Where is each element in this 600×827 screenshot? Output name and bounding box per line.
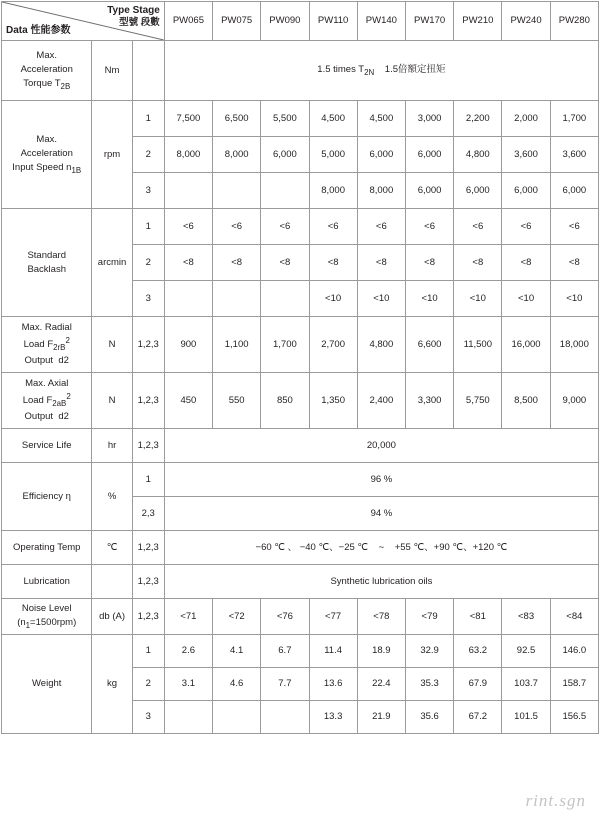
model-header-pw075: PW075 — [213, 2, 261, 41]
row-value-merged-max-acceleration-torque: 1.5 times $T_{2N}$ 1.5倍額定扭矩 — [164, 41, 598, 101]
cell-max-axial-load-PW090: 850 — [261, 373, 309, 429]
cell-standard-backlash-PW110: <10 — [309, 281, 357, 317]
table-body — [2, 41, 599, 734]
row-label-max-axial-load: Max. Axial Load $F_{2aB}^2$ Output d2 — [2, 373, 92, 429]
row-value-merged-service-life: 20,000 — [164, 429, 598, 463]
row-unit-max-acceleration-input-speed: rpm — [92, 101, 132, 209]
cell-max-acceleration-input-speed-PW110: 5,000 — [309, 137, 357, 173]
cell-standard-backlash-PW140: <6 — [357, 209, 405, 245]
cell-max-acceleration-input-speed-PW075: 6,500 — [213, 101, 261, 137]
row-unit-lubrication — [92, 565, 132, 599]
cell-max-acceleration-input-speed-PW280: 1,700 — [550, 101, 598, 137]
row-label-max-acceleration-torque: Max. Acceleration Torque $T_{2B}$ — [2, 41, 92, 101]
cell-standard-backlash-PW075: <6 — [213, 209, 261, 245]
cell-max-acceleration-input-speed-PW075 — [213, 173, 261, 209]
model-header-pw140: PW140 — [357, 2, 405, 41]
cell-standard-backlash-PW240: <8 — [502, 245, 550, 281]
row-stage-operating-temp: 1,2,3 — [132, 531, 164, 565]
cell-noise-level-PW240: <83 — [502, 599, 550, 635]
table-row — [2, 429, 599, 463]
row-unit-max-radial-load: N — [92, 317, 132, 373]
cell-weight-PW170: 32.9 — [405, 635, 453, 668]
row-label-noise-level: Noise Level $(n_1=1500rpm)$ — [2, 599, 92, 635]
row-value-merged-operating-temp: −60 ℃ 、 −40 ℃、−25 ℃ ~ +55 ℃、+90 ℃、+120 ℃ — [164, 531, 598, 565]
model-header-pw210: PW210 — [454, 2, 502, 41]
cell-max-acceleration-input-speed-PW210: 4,800 — [454, 137, 502, 173]
cell-standard-backlash-PW065: <8 — [164, 245, 212, 281]
row-label-lubrication: Lubrication — [2, 565, 92, 599]
row-unit-max-acceleration-torque: Nm — [92, 41, 132, 101]
cell-standard-backlash-PW240: <10 — [502, 281, 550, 317]
cell-weight-PW240: 103.7 — [502, 668, 550, 701]
cell-weight-PW240: 101.5 — [502, 701, 550, 734]
cell-max-acceleration-input-speed-PW240: 6,000 — [502, 173, 550, 209]
cell-weight-PW170: 35.6 — [405, 701, 453, 734]
table-row — [2, 635, 599, 668]
cell-standard-backlash-PW280: <8 — [550, 245, 598, 281]
header-corner-cell — [2, 2, 165, 41]
cell-standard-backlash-PW090 — [261, 281, 309, 317]
cell-noise-level-PW280: <84 — [550, 599, 598, 635]
model-header-pw065: PW065 — [164, 2, 212, 41]
cell-max-axial-load-PW075: 550 — [213, 373, 261, 429]
cell-max-acceleration-input-speed-PW075: 8,000 — [213, 137, 261, 173]
cell-weight-PW210: 63.2 — [454, 635, 502, 668]
cell-noise-level-PW110: <77 — [309, 599, 357, 635]
cell-max-radial-load-PW140: 4,800 — [357, 317, 405, 373]
model-header-pw110: PW110 — [309, 2, 357, 41]
cell-max-radial-load-PW075: 1,100 — [213, 317, 261, 373]
cell-standard-backlash-PW140: <10 — [357, 281, 405, 317]
cell-standard-backlash-PW090: <6 — [261, 209, 309, 245]
cell-max-radial-load-PW210: 11,500 — [454, 317, 502, 373]
row-unit-weight: kg — [92, 635, 132, 734]
cell-standard-backlash-PW065 — [164, 281, 212, 317]
cell-standard-backlash-PW110: <8 — [309, 245, 357, 281]
row-stage-standard-backlash: 2 — [132, 245, 164, 281]
cell-weight-PW075: 4.1 — [213, 635, 261, 668]
cell-max-acceleration-input-speed-PW140: 4,500 — [357, 101, 405, 137]
cell-max-acceleration-input-speed-PW170: 3,000 — [405, 101, 453, 137]
row-stage-standard-backlash: 1 — [132, 209, 164, 245]
cell-max-acceleration-input-speed-PW240: 2,000 — [502, 101, 550, 137]
watermark: rint.sgn — [525, 791, 586, 810]
cell-max-acceleration-input-speed-PW065: 8,000 — [164, 137, 212, 173]
cell-weight-PW110: 11.4 — [309, 635, 357, 668]
cell-max-acceleration-input-speed-PW170: 6,000 — [405, 173, 453, 209]
cell-weight-PW280: 158.7 — [550, 668, 598, 701]
table-row — [2, 209, 599, 245]
cell-max-axial-load-PW210: 5,750 — [454, 373, 502, 429]
row-stage-noise-level: 1,2,3 — [132, 599, 164, 635]
cell-max-acceleration-input-speed-PW280: 3,600 — [550, 137, 598, 173]
cell-weight-PW065 — [164, 701, 212, 734]
cell-standard-backlash-PW210: <8 — [454, 245, 502, 281]
cell-standard-backlash-PW140: <8 — [357, 245, 405, 281]
cell-standard-backlash-PW280: <10 — [550, 281, 598, 317]
row-unit-service-life: hr — [92, 429, 132, 463]
cell-max-radial-load-PW280: 18,000 — [550, 317, 598, 373]
cell-max-axial-load-PW170: 3,300 — [405, 373, 453, 429]
row-stage-max-acceleration-torque — [132, 41, 164, 101]
table-row — [2, 463, 599, 497]
model-header-pw170: PW170 — [405, 2, 453, 41]
cell-max-radial-load-PW170: 6,600 — [405, 317, 453, 373]
row-label-standard-backlash: Standard Backlash — [2, 209, 92, 317]
cell-noise-level-PW090: <76 — [261, 599, 309, 635]
cell-noise-level-PW140: <78 — [357, 599, 405, 635]
cell-noise-level-PW170: <79 — [405, 599, 453, 635]
cell-standard-backlash-PW075: <8 — [213, 245, 261, 281]
row-value-merged-efficiency: 96 % — [164, 463, 598, 497]
table-row — [2, 373, 599, 429]
cell-standard-backlash-PW075 — [213, 281, 261, 317]
header-type-stage-label: Type Stage — [107, 5, 160, 16]
cell-noise-level-PW210: <81 — [454, 599, 502, 635]
cell-max-axial-load-PW280: 9,000 — [550, 373, 598, 429]
row-label-efficiency: Efficiency η — [2, 463, 92, 531]
header-type-stage-cn-label: 型號 段數 — [119, 17, 160, 28]
cell-max-acceleration-input-speed-PW110: 4,500 — [309, 101, 357, 137]
row-stage-max-axial-load: 1,2,3 — [132, 373, 164, 429]
cell-standard-backlash-PW210: <10 — [454, 281, 502, 317]
table-row — [2, 317, 599, 373]
cell-noise-level-PW065: <71 — [164, 599, 212, 635]
table-row — [2, 101, 599, 137]
row-stage-max-radial-load: 1,2,3 — [132, 317, 164, 373]
row-stage-max-acceleration-input-speed: 1 — [132, 101, 164, 137]
table-row — [2, 599, 599, 635]
cell-max-radial-load-PW090: 1,700 — [261, 317, 309, 373]
cell-weight-PW065: 3.1 — [164, 668, 212, 701]
cell-weight-PW110: 13.6 — [309, 668, 357, 701]
header-data-label: Data 性能参数 — [6, 24, 71, 36]
cell-max-acceleration-input-speed-PW140: 8,000 — [357, 173, 405, 209]
cell-weight-PW170: 35.3 — [405, 668, 453, 701]
row-stage-service-life: 1,2,3 — [132, 429, 164, 463]
row-stage-standard-backlash: 3 — [132, 281, 164, 317]
cell-weight-PW090: 7.7 — [261, 668, 309, 701]
cell-max-radial-load-PW065: 900 — [164, 317, 212, 373]
model-header-pw280: PW280 — [550, 2, 598, 41]
cell-weight-PW140: 18.9 — [357, 635, 405, 668]
row-stage-weight: 3 — [132, 701, 164, 734]
cell-weight-PW280: 146.0 — [550, 635, 598, 668]
cell-weight-PW280: 156.5 — [550, 701, 598, 734]
row-stage-efficiency: 1 — [132, 463, 164, 497]
row-unit-efficiency: % — [92, 463, 132, 531]
row-label-service-life: Service Life — [2, 429, 92, 463]
cell-standard-backlash-PW170: <6 — [405, 209, 453, 245]
cell-noise-level-PW075: <72 — [213, 599, 261, 635]
model-header-pw090: PW090 — [261, 2, 309, 41]
row-stage-max-acceleration-input-speed: 2 — [132, 137, 164, 173]
cell-max-acceleration-input-speed-PW110: 8,000 — [309, 173, 357, 209]
row-label-operating-temp: Operating Temp — [2, 531, 92, 565]
cell-weight-PW075: 4.6 — [213, 668, 261, 701]
cell-weight-PW110: 13.3 — [309, 701, 357, 734]
cell-max-acceleration-input-speed-PW210: 6,000 — [454, 173, 502, 209]
cell-max-acceleration-input-speed-PW090: 6,000 — [261, 137, 309, 173]
row-stage-weight: 1 — [132, 635, 164, 668]
table-row — [2, 41, 599, 101]
row-stage-weight: 2 — [132, 668, 164, 701]
row-value-merged-efficiency: 94 % — [164, 497, 598, 531]
cell-max-radial-load-PW110: 2,700 — [309, 317, 357, 373]
cell-max-acceleration-input-speed-PW090 — [261, 173, 309, 209]
model-header-pw240: PW240 — [502, 2, 550, 41]
cell-standard-backlash-PW280: <6 — [550, 209, 598, 245]
cell-weight-PW075 — [213, 701, 261, 734]
cell-weight-PW210: 67.9 — [454, 668, 502, 701]
cell-weight-PW065: 2.6 — [164, 635, 212, 668]
cell-weight-PW090 — [261, 701, 309, 734]
table-row — [2, 565, 599, 599]
cell-weight-PW090: 6.7 — [261, 635, 309, 668]
table-header-row — [2, 2, 599, 41]
cell-weight-PW240: 92.5 — [502, 635, 550, 668]
row-unit-noise-level: db (A) — [92, 599, 132, 635]
row-unit-standard-backlash: arcmin — [92, 209, 132, 317]
cell-max-acceleration-input-speed-PW090: 5,500 — [261, 101, 309, 137]
row-label-weight: Weight — [2, 635, 92, 734]
cell-max-acceleration-input-speed-PW170: 6,000 — [405, 137, 453, 173]
row-stage-lubrication: 1,2,3 — [132, 565, 164, 599]
cell-standard-backlash-PW110: <6 — [309, 209, 357, 245]
cell-standard-backlash-PW240: <6 — [502, 209, 550, 245]
cell-max-acceleration-input-speed-PW065 — [164, 173, 212, 209]
cell-weight-PW140: 21.9 — [357, 701, 405, 734]
cell-standard-backlash-PW210: <6 — [454, 209, 502, 245]
cell-max-axial-load-PW240: 8,500 — [502, 373, 550, 429]
row-unit-operating-temp: ℃ — [92, 531, 132, 565]
cell-max-axial-load-PW110: 1,350 — [309, 373, 357, 429]
cell-max-acceleration-input-speed-PW140: 6,000 — [357, 137, 405, 173]
row-value-merged-lubrication: Synthetic lubrication oils — [164, 565, 598, 599]
cell-max-axial-load-PW065: 450 — [164, 373, 212, 429]
row-label-max-acceleration-input-speed: Max. Acceleration Input Speed $n_{1B}$ — [2, 101, 92, 209]
cell-standard-backlash-PW170: <8 — [405, 245, 453, 281]
cell-weight-PW210: 67.2 — [454, 701, 502, 734]
cell-standard-backlash-PW170: <10 — [405, 281, 453, 317]
table-row — [2, 531, 599, 565]
cell-max-acceleration-input-speed-PW280: 6,000 — [550, 173, 598, 209]
cell-max-acceleration-input-speed-PW240: 3,600 — [502, 137, 550, 173]
row-stage-max-acceleration-input-speed: 3 — [132, 173, 164, 209]
cell-weight-PW140: 22.4 — [357, 668, 405, 701]
row-unit-max-axial-load: N — [92, 373, 132, 429]
row-stage-efficiency: 2,3 — [132, 497, 164, 531]
cell-max-acceleration-input-speed-PW210: 2,200 — [454, 101, 502, 137]
cell-max-acceleration-input-speed-PW065: 7,500 — [164, 101, 212, 137]
cell-max-radial-load-PW240: 16,000 — [502, 317, 550, 373]
specification-table — [1, 1, 599, 734]
cell-max-axial-load-PW140: 2,400 — [357, 373, 405, 429]
cell-standard-backlash-PW065: <6 — [164, 209, 212, 245]
cell-standard-backlash-PW090: <8 — [261, 245, 309, 281]
row-label-max-radial-load: Max. Radial Load $F_{2rB}^2$ Output d2 — [2, 317, 92, 373]
